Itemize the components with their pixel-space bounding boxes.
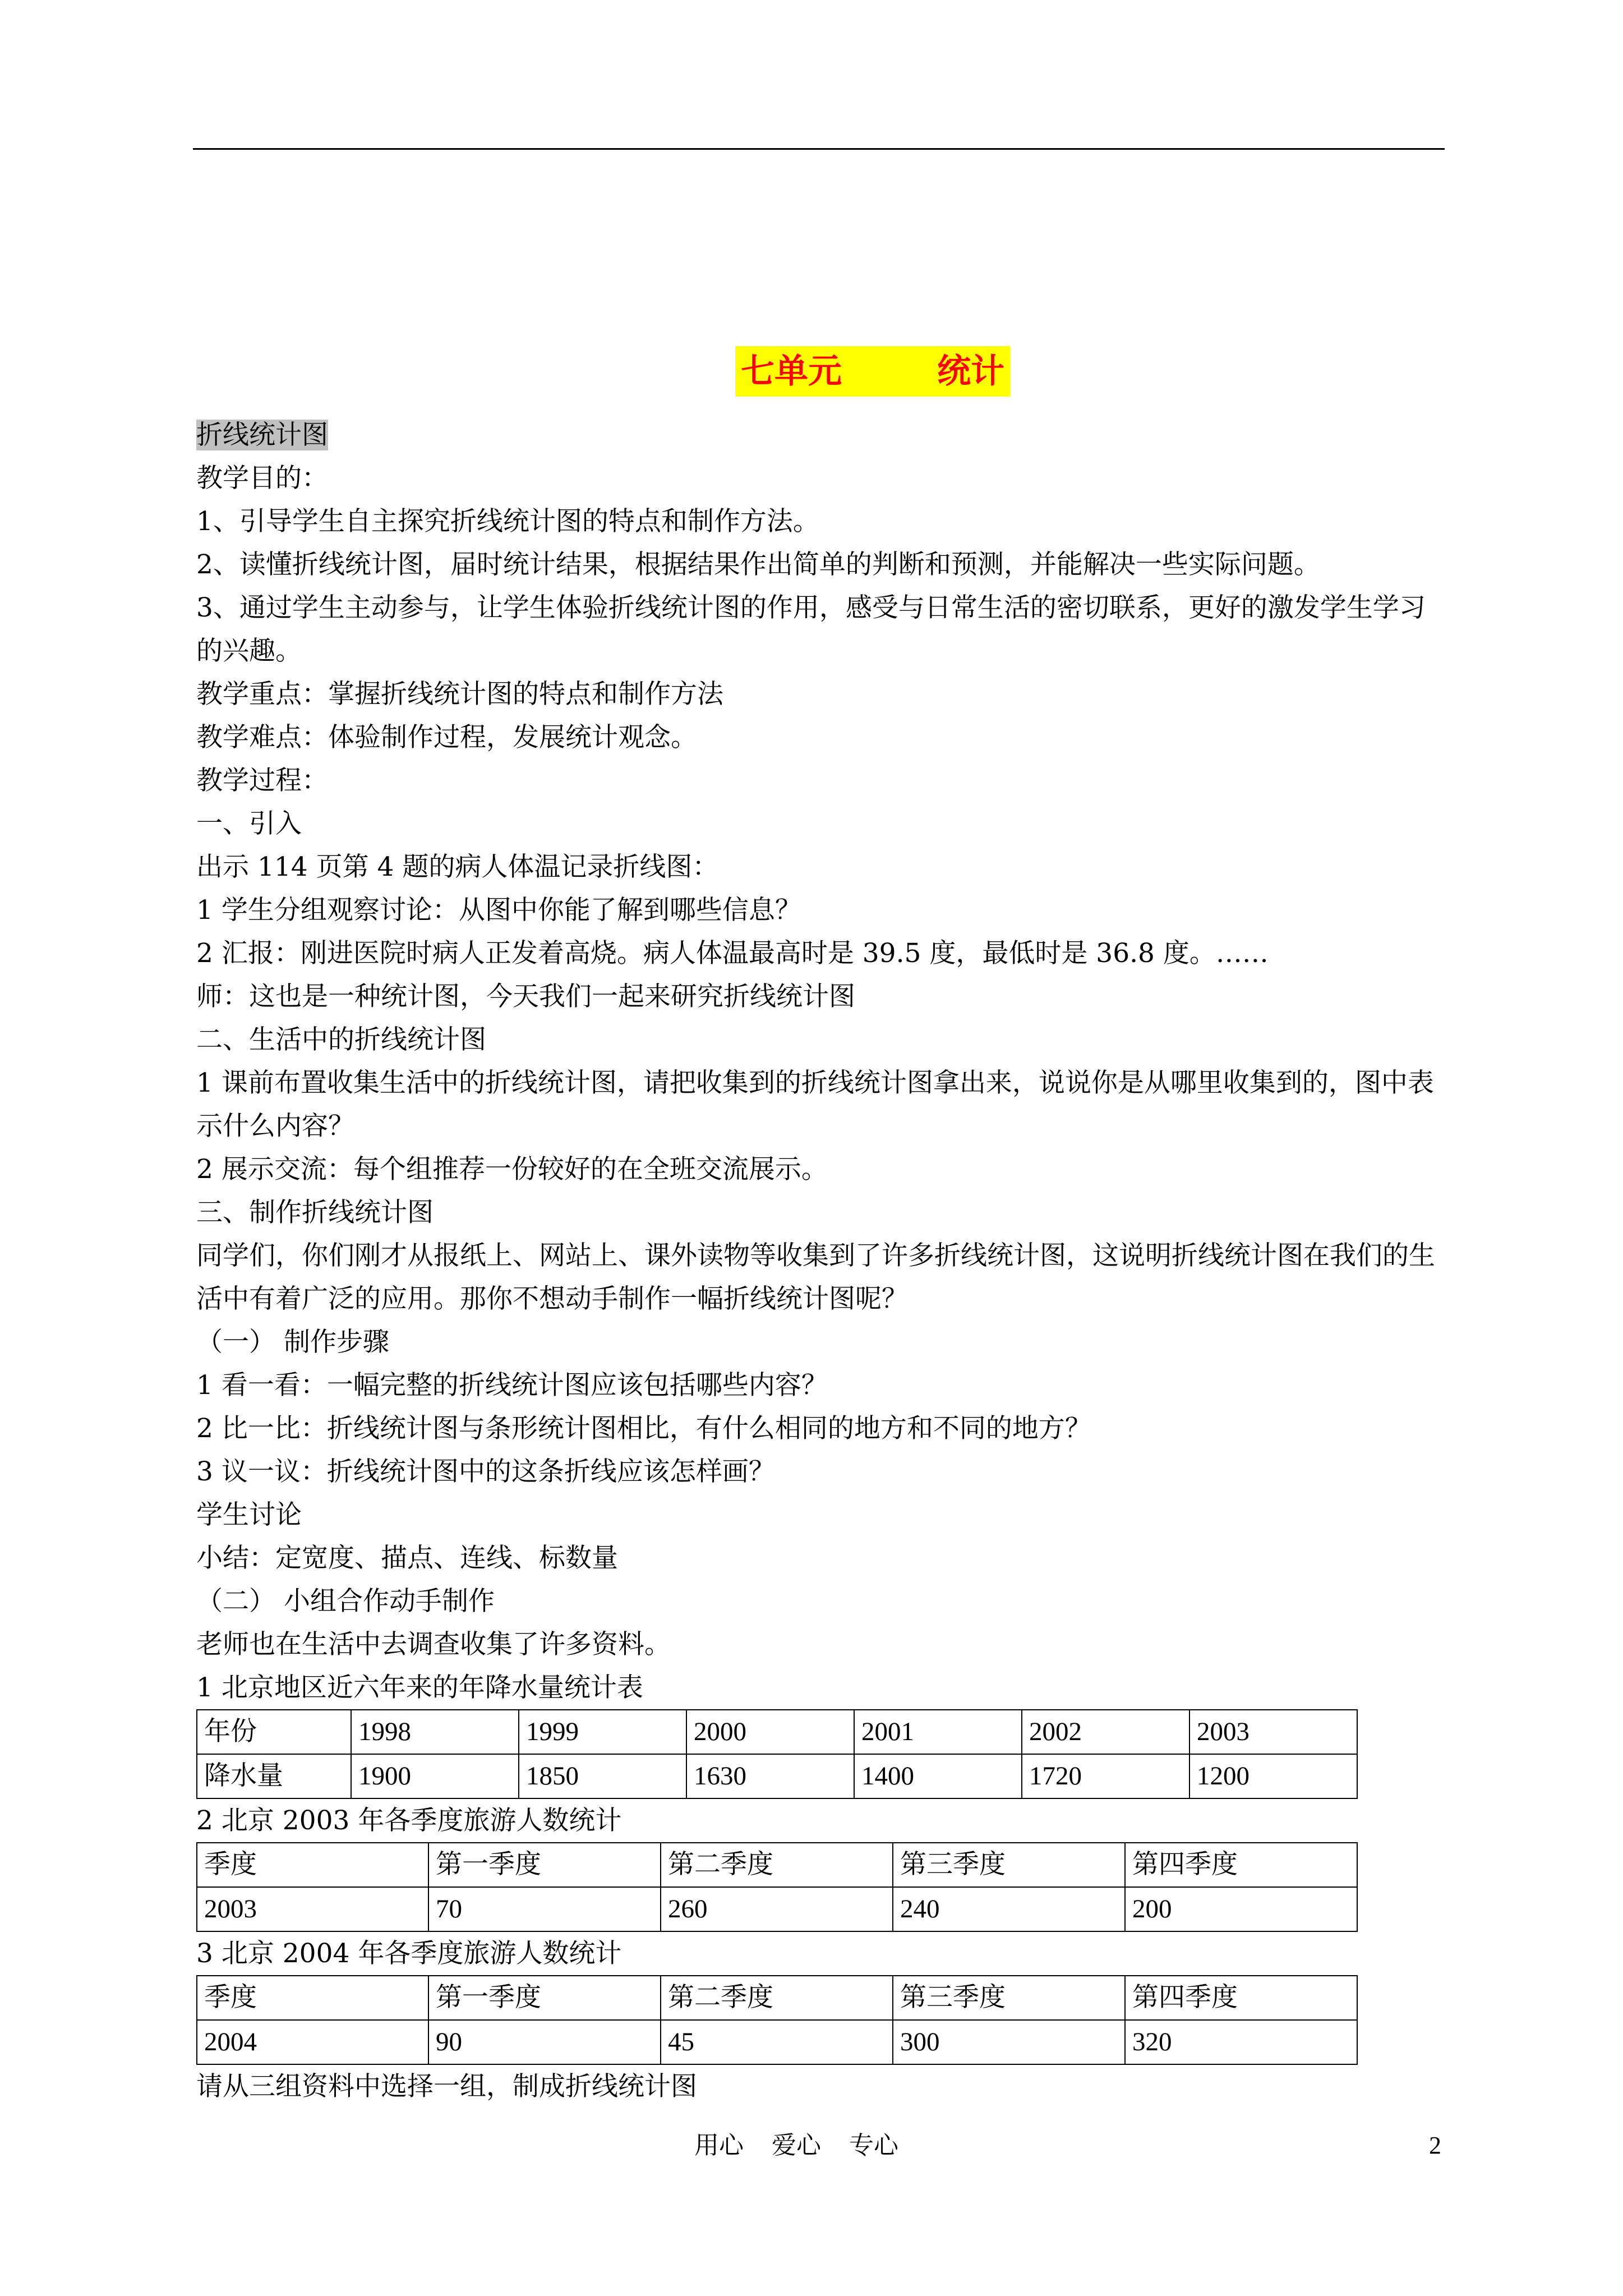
text-line: 1 学生分组观察讨论：从图中你能了解到哪些信息？: [196, 895, 801, 926]
table-row: [197, 2020, 1357, 2064]
table-row: [197, 1976, 1357, 2020]
header-rule: [193, 148, 1445, 150]
table-cell: 1400: [854, 1754, 1022, 1798]
table-row: [197, 1754, 1357, 1798]
table-cell: 70: [428, 1887, 661, 1931]
table-cell: 第一季度: [428, 1976, 661, 2020]
table-cell: 1720: [1022, 1754, 1189, 1798]
footer-item: 爱心: [772, 2131, 821, 2160]
table-cell: 第二季度: [661, 1843, 893, 1887]
table-cell: 季度: [197, 1843, 428, 1887]
text-line: 同学们，你们刚才从报纸上、网站上、课外读物等收集到了许多折线统计图，这说明折线统计图在我们的生活中有着广泛的应用。那你不想动手制作一幅折线统计图呢？: [196, 1240, 1435, 1314]
text-line: 3、通过学生主动参与，让学生体验折线统计图的作用，感受与日常生活的密切联系，更好的激发学生学习的兴趣。: [196, 592, 1426, 666]
table-cell: 300: [893, 2020, 1125, 2064]
table-cell: 240: [893, 1887, 1125, 1931]
text-line: 2 比一比：折线统计图与条形统计图相比，有什么相同的地方和不同的地方？: [196, 1413, 1091, 1444]
table-row: [197, 1887, 1357, 1931]
table-row: [197, 1843, 1357, 1887]
table-cell: 2003: [1189, 1710, 1357, 1754]
text-line: （一） 制作步骤: [196, 1327, 389, 1358]
table-cell: 第四季度: [1125, 1976, 1357, 2020]
page-footer: [694, 2129, 926, 2162]
text-line: 学生讨论: [196, 1499, 302, 1530]
table-row: [197, 1710, 1357, 1754]
table-cell: 年份: [197, 1710, 351, 1754]
table-caption: 1 北京地区近六年来的年降水量统计表: [196, 1672, 643, 1703]
unit-title-topic: 统计: [937, 352, 1004, 391]
rainfall-table: [196, 1709, 1358, 1799]
table-cell: 1998: [351, 1710, 519, 1754]
text-line: 二、生活中的折线统计图: [196, 1024, 486, 1055]
text-line: 三、制作折线统计图: [196, 1197, 434, 1228]
table-cell: 320: [1125, 2020, 1357, 2064]
unit-title-number: 七单元: [741, 352, 842, 391]
text-line: 教学难点：体验制作过程，发展统计观念。: [196, 722, 697, 753]
table-cell: 2002: [1022, 1710, 1189, 1754]
text-line: 小结：定宽度、描点、连线、标数量: [196, 1543, 618, 1573]
text-line: 1、引导学生自主探究折线统计图的特点和制作方法。: [196, 506, 819, 537]
table-cell: 90: [428, 2020, 661, 2064]
text-line: 2 汇报：刚进医院时病人正发着高烧。病人体温最高时是 39.5 度，最低时是 36.8 度。……: [196, 938, 1269, 969]
table-cell: 2001: [854, 1710, 1022, 1754]
closing-instruction: 请从三组资料中选择一组，制成折线统计图: [196, 2071, 697, 2102]
table-cell: 第四季度: [1125, 1843, 1357, 1887]
text-line: 教学目的：: [196, 463, 328, 494]
table-cell: 2004: [197, 2020, 428, 2064]
text-line: 教学过程：: [196, 765, 328, 796]
table-cell: 1630: [686, 1754, 854, 1798]
text-line: 出示 114 页第 4 题的病人体温记录折线图：: [196, 852, 719, 882]
section-heading: 折线统计图: [196, 420, 328, 450]
table-cell: 200: [1125, 1887, 1357, 1931]
table-cell: 第三季度: [893, 1976, 1125, 2020]
text-line: 一、引入: [196, 808, 302, 839]
table-cell: 2003: [197, 1887, 428, 1931]
text-line: 师：这也是一种统计图，今天我们一起来研究折线统计图: [196, 981, 855, 1012]
table-cell: 260: [661, 1887, 893, 1931]
unit-title: [735, 346, 1010, 397]
table-cell: 1999: [519, 1710, 686, 1754]
table-cell: 降水量: [197, 1754, 351, 1798]
table-cell: 第二季度: [661, 1976, 893, 2020]
table-caption: 2 北京 2003 年各季度旅游人数统计: [196, 1805, 622, 1836]
text-line: 1 课前布置收集生活中的折线统计图，请把收集到的折线统计图拿出来，说说你是从哪里收集到的，图中表示什么内容？: [196, 1068, 1434, 1142]
footer-item: 用心: [694, 2131, 744, 2160]
table-cell: 1850: [519, 1754, 686, 1798]
footer-item: 专心: [849, 2131, 898, 2160]
text-line: （二） 小组合作动手制作: [196, 1586, 495, 1617]
table-cell: 第三季度: [893, 1843, 1125, 1887]
table-cell: 2000: [686, 1710, 854, 1754]
tourism-2003-table: [196, 1842, 1358, 1932]
tourism-2004-table: [196, 1975, 1358, 2065]
text-line: 2 展示交流：每个组推荐一份较好的在全班交流展示。: [196, 1154, 828, 1185]
table-cell: 第一季度: [428, 1843, 661, 1887]
text-line: 2、读懂折线统计图，届时统计结果，根据结果作出简单的判断和预测，并能解决一些实际问题。: [196, 549, 1320, 580]
text-line: 1 看一看：一幅完整的折线统计图应该包括哪些内容？: [196, 1370, 828, 1401]
table-cell: 45: [661, 2020, 893, 2064]
text-line: 老师也在生活中去调查收集了许多资料。: [196, 1629, 671, 1660]
text-line: 3 议一议：折线统计图中的这条折线应该怎样画？: [196, 1456, 775, 1487]
table-caption: 3 北京 2004 年各季度旅游人数统计: [196, 1938, 622, 1969]
page-number: 2: [1429, 2132, 1441, 2159]
table-cell: 1900: [351, 1754, 519, 1798]
table-cell: 季度: [197, 1976, 428, 2020]
document-body: [196, 413, 1445, 2108]
text-line: 教学重点：掌握折线统计图的特点和制作方法: [196, 679, 723, 710]
table-cell: 1200: [1189, 1754, 1357, 1798]
